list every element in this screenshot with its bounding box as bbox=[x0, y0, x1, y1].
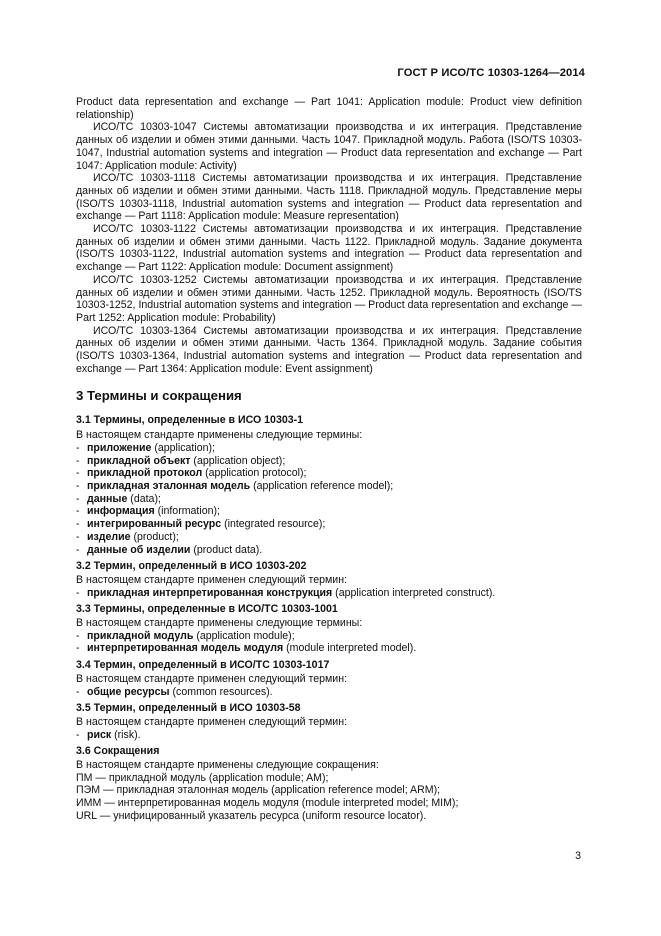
terms-list bbox=[76, 630, 582, 655]
term-description: (common resources). bbox=[169, 685, 273, 698]
subsection bbox=[76, 414, 582, 556]
reference-paragraph: ИСО/ТС 10303-1252 Системы автоматизации производства и их интеграция. Представление данных об изделии и обмен этими данными. Часть 1252. Прикладной модуль. Вероятность (ISO/TS 10303-1252, Industrial automation systems and integration — Product data representation and exchange — Part 1252: Application module: Probability) bbox=[76, 273, 582, 324]
subsection-title: 3.5 Термин, определенный в ИСО 10303-58 bbox=[76, 702, 301, 715]
term-description: (module interpreted model). bbox=[283, 642, 417, 655]
term-description: (product data). bbox=[190, 543, 263, 556]
subsection-intro: В настоящем стандарте применен следующий термин: bbox=[76, 715, 348, 728]
subsection bbox=[76, 702, 582, 741]
term-description: (application interpreted construct). bbox=[332, 586, 496, 599]
term-item bbox=[76, 493, 582, 506]
term-item bbox=[76, 686, 582, 699]
term-name: информация bbox=[87, 505, 155, 518]
subsection bbox=[76, 560, 582, 599]
abbreviations-intro: В настоящем стандарте применены следующие сокращения: bbox=[76, 759, 379, 772]
subsection-title: 3.1 Термины, определенные в ИСО 10303-1 bbox=[76, 414, 304, 427]
abbreviation-item: ПЭМ — прикладная эталонная модель (application reference model; ARM); bbox=[76, 784, 441, 797]
term-description: (application protocol); bbox=[202, 467, 307, 480]
term-description: (integrated resource); bbox=[221, 518, 326, 531]
subsection-intro: В настоящем стандарте применены следующие термины: bbox=[76, 429, 363, 442]
abbreviations-section bbox=[76, 745, 582, 822]
terms-list bbox=[76, 442, 582, 556]
term-item bbox=[76, 505, 582, 518]
page-number: 3 bbox=[575, 850, 581, 862]
term-item bbox=[76, 630, 582, 643]
term-description: (product); bbox=[130, 530, 179, 543]
abbreviations-list bbox=[76, 772, 582, 823]
document-header: ГОСТ Р ИСО/ТС 10303-1264—2014 bbox=[397, 67, 585, 79]
reference-paragraph: ИСО/ТС 10303-1122 Системы автоматизации производства и их интеграция. Представление данных об изделии и обмен этими данными. Часть 1122. Прикладной модуль. Задание документа (ISO/TS 10303-1122, Industrial automation systems and integration — Product data representation and exchange — Part 1122: Application module: Document assignment) bbox=[76, 223, 582, 274]
reference-paragraph: Product data representation and exchange — Part 1041: Application module: Product view definition relationship) bbox=[76, 96, 582, 121]
term-item bbox=[76, 729, 582, 742]
abbreviation-item: ПМ — прикладной модуль (application module; AM); bbox=[76, 771, 329, 784]
term-name: интегрированный ресурс bbox=[87, 518, 222, 531]
term-description: (risk). bbox=[111, 728, 141, 741]
subsection bbox=[76, 603, 582, 655]
subsections bbox=[76, 414, 582, 741]
abbreviations-title: 3.6 Сокращения bbox=[76, 745, 160, 758]
term-name: данные bbox=[87, 492, 128, 505]
term-description: (application object); bbox=[190, 454, 286, 467]
abbreviation-item: URL — унифицированный указатель ресурса (uniform resource locator). bbox=[76, 809, 427, 822]
subsection-intro: В настоящем стандарте применены следующие термины: bbox=[76, 617, 363, 630]
reference-paragraph: ИСО/ТС 10303-1047 Системы автоматизации производства и их интеграция. Представление данных об изделии и обмен этими данными. Часть 1047. Прикладной модуль. Работа (ISO/TS 10303-1047, Industrial automation systems and integration — Product data representation and exchange — Part 1047: Application module: Activity) bbox=[76, 121, 582, 172]
term-name: приложение bbox=[87, 441, 152, 454]
term-name: риск bbox=[87, 728, 112, 741]
subsection-title: 3.2 Термин, определенный в ИСО 10303-202 bbox=[76, 560, 307, 573]
subsection-title: 3.3 Термины, определенные в ИСО/ТС 10303-1001 bbox=[76, 603, 338, 616]
subsection-title: 3.4 Термин, определенный в ИСО/ТС 10303-1017 bbox=[76, 659, 330, 672]
term-name: данные об изделии bbox=[87, 543, 191, 556]
terms-list bbox=[76, 587, 582, 600]
term-name: интерпретированная модель модуля bbox=[87, 642, 284, 655]
subsection-intro: В настоящем стандарте применен следующий термин: bbox=[76, 573, 348, 586]
term-item bbox=[76, 455, 582, 468]
term-name: прикладной объект bbox=[87, 454, 191, 467]
term-item bbox=[76, 518, 582, 531]
references-list bbox=[76, 96, 582, 375]
term-name: прикладная интерпретированная конструкция bbox=[87, 586, 333, 599]
term-item bbox=[76, 442, 582, 455]
term-item bbox=[76, 587, 582, 600]
term-name: общие ресурсы bbox=[87, 685, 170, 698]
term-description: (application); bbox=[151, 441, 215, 454]
term-description: (data); bbox=[127, 492, 161, 505]
term-description: (application reference model); bbox=[250, 479, 394, 492]
term-description: (application module); bbox=[193, 629, 295, 642]
subsection bbox=[76, 659, 582, 698]
term-name: прикладная эталонная модель bbox=[87, 479, 251, 492]
subsection-intro: В настоящем стандарте применен следующий термин: bbox=[76, 672, 348, 685]
abbreviation-item: ИММ — интерпретированная модель модуля (module interpreted model; MIM); bbox=[76, 797, 459, 810]
term-item bbox=[76, 544, 582, 557]
term-description: (information); bbox=[154, 505, 220, 518]
term-item bbox=[76, 467, 582, 480]
terms-list bbox=[76, 729, 582, 742]
terms-list bbox=[76, 686, 582, 699]
reference-paragraph: ИСО/ТС 10303-1364 Системы автоматизации производства и их интеграция. Представление данных об изделии и обмен этими данными. Часть 1364. Прикладной модуль. Задание события (ISO/TS 10303-1364, Industrial automation systems and integration — Product data representation and exchange — Part 1364: Application module: Event assignment) bbox=[76, 324, 582, 375]
term-name: прикладной протокол bbox=[87, 467, 203, 480]
reference-paragraph: ИСО/ТС 10303-1118 Системы автоматизации производства и их интеграция. Представление данных об изделии и обмен этими данными. Часть 1118. Прикладной модуль. Представление меры (ISO/TS 10303-1118, Industrial automation systems and integration — Product data representation and exchange — Part 1118: Application module: Measure representation) bbox=[76, 172, 582, 223]
term-name: прикладной модуль bbox=[87, 629, 194, 642]
section-title: 3 Термины и сокращения bbox=[76, 388, 242, 404]
term-name: изделие bbox=[87, 530, 131, 543]
document-body bbox=[76, 96, 582, 823]
term-item bbox=[76, 642, 582, 655]
term-item bbox=[76, 480, 582, 493]
term-item bbox=[76, 531, 582, 544]
